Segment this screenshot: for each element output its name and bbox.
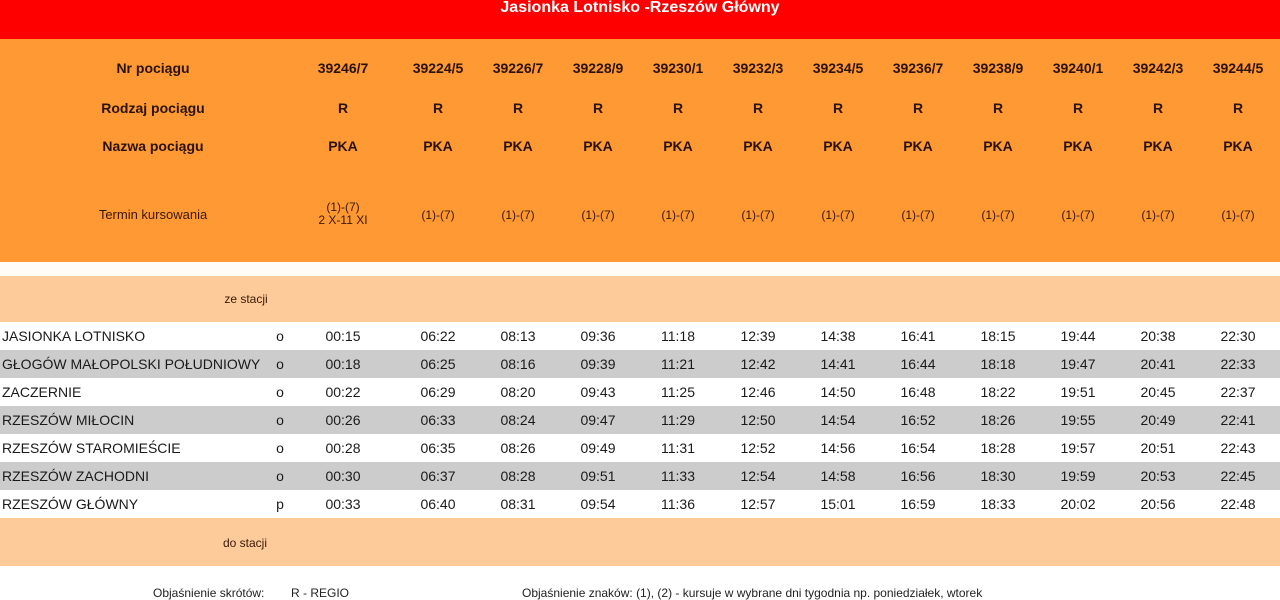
- train-number-row: [0, 58, 1280, 78]
- schedule-days: (1)-(7): [421, 208, 455, 222]
- table-row: [0, 434, 1280, 462]
- table-row: [0, 350, 1280, 378]
- time-cell: 18:33: [980, 496, 1016, 512]
- station-name: GŁOGÓW MAŁOPOLSKI POŁUDNIOWY: [2, 356, 261, 372]
- time-cell: 19:51: [1060, 384, 1096, 400]
- time-cell: 18:15: [980, 328, 1016, 344]
- from-station-label: ze stacji: [224, 292, 268, 306]
- signs-legend: Objaśnienie znaków: (1), (2) - kursuje w wybrane dni tygodnia np. poniedziałek, wtorek: [522, 586, 983, 600]
- station-name: ZACZERNIE: [2, 384, 82, 400]
- station-name: RZESZÓW ZACHODNI: [2, 468, 149, 484]
- to-station-label: do stacji: [222, 536, 268, 550]
- time-cell: 14:41: [820, 356, 856, 372]
- time-cell: 14:58: [820, 468, 856, 484]
- time-cell: 06:22: [420, 328, 456, 344]
- time-cell: 00:18: [325, 356, 361, 372]
- time-cell: 22:33: [1220, 356, 1256, 372]
- schedule-days: (1)-(7): [661, 208, 695, 222]
- schedule-days: (1)-(7): [901, 208, 935, 222]
- train-number: 39228/9: [572, 60, 624, 76]
- train-number: 39242/3: [1132, 60, 1184, 76]
- time-cell: 08:24: [500, 412, 536, 428]
- train-name-row: [0, 136, 1280, 156]
- arrival-departure-mark: o: [276, 440, 284, 456]
- train-name: PKA: [903, 138, 933, 154]
- arrival-departure-mark: o: [276, 356, 284, 372]
- time-cell: 12:46: [740, 384, 776, 400]
- time-cell: 16:48: [900, 384, 936, 400]
- table-row: [0, 462, 1280, 490]
- time-cell: 19:59: [1060, 468, 1096, 484]
- time-cell: 20:45: [1140, 384, 1176, 400]
- arrival-departure-mark: o: [276, 468, 284, 484]
- train-type: R: [1072, 100, 1084, 116]
- time-cell: 20:49: [1140, 412, 1176, 428]
- time-cell: 06:25: [420, 356, 456, 372]
- train-number: 39236/7: [892, 60, 944, 76]
- schedule-days: (1)-(7): [1061, 208, 1095, 222]
- schedule-days: (1)-(7): [981, 208, 1015, 222]
- train-name-label: Nazwa pociągu: [102, 138, 204, 154]
- station-name: JASIONKA LOTNISKO: [2, 328, 146, 344]
- time-cell: 11:21: [661, 356, 695, 372]
- time-cell: 00:22: [325, 384, 361, 400]
- time-cell: 16:59: [900, 496, 936, 512]
- time-cell: 16:54: [900, 440, 936, 456]
- time-cell: 18:18: [980, 356, 1016, 372]
- time-cell: 22:45: [1220, 468, 1256, 484]
- schedule-cell: [303, 201, 383, 227]
- time-cell: 12:54: [740, 468, 776, 484]
- time-cell: 12:52: [740, 440, 776, 456]
- train-name: PKA: [1223, 138, 1253, 154]
- time-cell: 12:50: [740, 412, 776, 428]
- train-type-label: Rodzaj pociągu: [101, 100, 205, 116]
- time-cell: 00:33: [325, 496, 361, 512]
- time-cell: 11:25: [661, 384, 695, 400]
- train-type: R: [1152, 100, 1164, 116]
- schedule-row: [0, 201, 1280, 231]
- time-cell: 00:15: [325, 328, 361, 344]
- train-type: R: [832, 100, 844, 116]
- time-cell: 20:41: [1140, 356, 1176, 372]
- train-number: 39240/1: [1052, 60, 1104, 76]
- table-row: [0, 322, 1280, 350]
- time-cell: 09:39: [580, 356, 616, 372]
- time-cell: 22:48: [1220, 496, 1256, 512]
- train-name: PKA: [743, 138, 773, 154]
- time-cell: 14:50: [820, 384, 856, 400]
- time-cell: 19:55: [1060, 412, 1096, 428]
- time-cell: 22:37: [1220, 384, 1256, 400]
- station-name: RZESZÓW STAROMIEŚCIE: [2, 440, 181, 456]
- time-cell: 11:18: [661, 328, 695, 344]
- train-name: PKA: [1143, 138, 1173, 154]
- train-name: PKA: [328, 138, 358, 154]
- table-row: [0, 490, 1280, 518]
- train-type: R: [1232, 100, 1244, 116]
- time-cell: 09:49: [580, 440, 616, 456]
- time-cell: 18:26: [980, 412, 1016, 428]
- time-cell: 00:30: [325, 468, 361, 484]
- train-number: 39244/5: [1212, 60, 1264, 76]
- time-cell: 20:56: [1140, 496, 1176, 512]
- time-cell: 22:41: [1220, 412, 1256, 428]
- time-cell: 09:43: [580, 384, 616, 400]
- time-cell: 08:31: [500, 496, 536, 512]
- time-cell: 08:16: [500, 356, 536, 372]
- time-cell: 14:56: [820, 440, 856, 456]
- train-name: PKA: [1063, 138, 1093, 154]
- station-name: RZESZÓW MIŁOCIN: [2, 412, 135, 428]
- schedule-dates: 2 X-11 XI: [318, 213, 368, 227]
- time-cell: 19:44: [1060, 328, 1096, 344]
- time-cell: 14:54: [820, 412, 856, 428]
- separator: [0, 262, 1280, 276]
- train-name: PKA: [583, 138, 613, 154]
- train-type: R: [912, 100, 924, 116]
- time-cell: 12:57: [740, 496, 776, 512]
- time-cell: 09:47: [580, 412, 616, 428]
- abbreviations-value: R - REGIO: [291, 586, 350, 600]
- time-cell: 00:28: [325, 440, 361, 456]
- abbreviations-label: Objaśnienie skrótów:: [153, 586, 265, 600]
- schedule-days: (1)-(7): [741, 208, 775, 222]
- schedule-days: (1)-(7): [581, 208, 615, 222]
- time-cell: 20:02: [1060, 496, 1096, 512]
- schedule-label: Termin kursowania: [98, 207, 208, 222]
- train-type: R: [337, 100, 349, 116]
- table-row: [0, 406, 1280, 434]
- time-cell: 11:33: [661, 468, 695, 484]
- schedule-days: (1)-(7): [326, 200, 360, 214]
- time-cell: 11:36: [661, 496, 695, 512]
- time-cell: 19:47: [1060, 356, 1096, 372]
- time-cell: 08:20: [500, 384, 536, 400]
- time-cell: 18:28: [980, 440, 1016, 456]
- arrival-departure-mark: o: [276, 384, 284, 400]
- train-number: 39230/1: [652, 60, 704, 76]
- train-name: PKA: [983, 138, 1013, 154]
- from-station-band: [0, 276, 1280, 322]
- page-title: Jasionka Lotnisko -Rzeszów Główny: [500, 0, 780, 16]
- time-cell: 12:39: [740, 328, 776, 344]
- time-cell: 11:29: [661, 412, 695, 428]
- schedule-days: (1)-(7): [1141, 208, 1175, 222]
- time-cell: 18:30: [980, 468, 1016, 484]
- train-number: 39232/3: [732, 60, 784, 76]
- time-cell: 06:37: [420, 468, 456, 484]
- time-cell: 19:57: [1060, 440, 1096, 456]
- train-type: R: [432, 100, 444, 116]
- time-cell: 20:53: [1140, 468, 1176, 484]
- train-number: 39246/7: [317, 60, 369, 76]
- time-cell: 14:38: [820, 328, 856, 344]
- train-type: R: [512, 100, 524, 116]
- time-cell: 06:35: [420, 440, 456, 456]
- arrival-departure-mark: p: [276, 496, 284, 512]
- time-cell: 16:44: [900, 356, 936, 372]
- time-cell: 08:28: [500, 468, 536, 484]
- station-name: RZESZÓW GŁÓWNY: [2, 496, 139, 512]
- schedule-days: (1)-(7): [821, 208, 855, 222]
- train-number: 39238/9: [972, 60, 1024, 76]
- time-cell: 16:52: [900, 412, 936, 428]
- train-name: PKA: [663, 138, 693, 154]
- time-cell: 18:22: [980, 384, 1016, 400]
- arrival-departure-mark: o: [276, 412, 284, 428]
- time-cell: 22:30: [1220, 328, 1256, 344]
- train-number: 39226/7: [492, 60, 544, 76]
- train-type: R: [592, 100, 604, 116]
- time-cell: 09:36: [580, 328, 616, 344]
- time-cell: 11:31: [661, 440, 695, 456]
- train-number: 39224/5: [412, 60, 464, 76]
- time-cell: 06:29: [420, 384, 456, 400]
- title-bar: [0, 0, 1280, 39]
- train-name: PKA: [823, 138, 853, 154]
- time-cell: 06:33: [420, 412, 456, 428]
- time-cell: 15:01: [820, 496, 856, 512]
- time-cell: 20:38: [1140, 328, 1176, 344]
- table-row: [0, 378, 1280, 406]
- train-number: 39234/5: [812, 60, 864, 76]
- schedule-days: (1)-(7): [501, 208, 535, 222]
- train-name: PKA: [423, 138, 453, 154]
- schedule-days: (1)-(7): [1221, 208, 1255, 222]
- time-cell: 20:51: [1140, 440, 1176, 456]
- time-cell: 06:40: [420, 496, 456, 512]
- arrival-departure-mark: o: [276, 328, 284, 344]
- time-cell: 08:13: [500, 328, 536, 344]
- time-cell: 09:54: [580, 496, 616, 512]
- train-type: R: [752, 100, 764, 116]
- time-cell: 09:51: [580, 468, 616, 484]
- train-type: R: [672, 100, 684, 116]
- time-cell: 22:43: [1220, 440, 1256, 456]
- to-station-band: [0, 518, 1280, 566]
- train-name: PKA: [503, 138, 533, 154]
- time-cell: 16:41: [900, 328, 936, 344]
- time-cell: 16:56: [900, 468, 936, 484]
- train-number-label: Nr pociągu: [116, 60, 190, 76]
- time-cell: 12:42: [740, 356, 776, 372]
- time-cell: 08:26: [500, 440, 536, 456]
- time-cell: 00:26: [325, 412, 361, 428]
- train-type-row: [0, 98, 1280, 118]
- train-type: R: [992, 100, 1004, 116]
